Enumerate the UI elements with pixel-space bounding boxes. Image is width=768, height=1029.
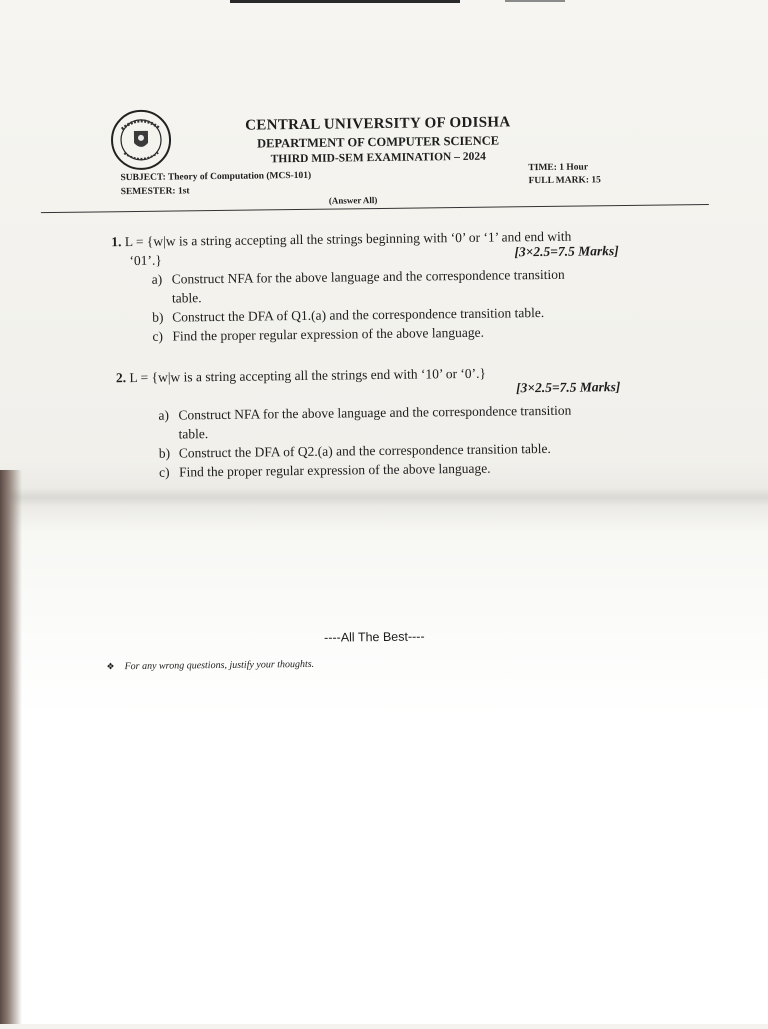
university-name: CENTRAL UNIVERSITY OF ODISHA — [245, 114, 511, 134]
question-1-continued: ‘01’.} — [129, 252, 162, 269]
full-mark-line: FULL MARK: 15 — [528, 175, 601, 187]
question-2-part-a-continued: table. — [178, 426, 209, 442]
footer-note — [106, 659, 314, 673]
part-label: c) — [152, 328, 164, 344]
part-text: Construct NFA for the above language and the correspondence transition — [178, 402, 572, 423]
university-seal-icon — [110, 109, 173, 172]
time-line: TIME: 1 Hour — [528, 162, 589, 174]
part-label: b) — [152, 309, 164, 325]
footer-note-text: For any wrong questions, justify your thoughts. — [124, 658, 315, 673]
question-number: 1. — [111, 234, 122, 250]
question-1 — [111, 228, 571, 252]
question-2 — [116, 365, 486, 388]
part-text: Construct the DFA of Q1.(a) and the correspondence transition table. — [172, 304, 545, 325]
question-1-marks: [3×2.5=7.5 Marks] — [514, 243, 619, 260]
part-label: a) — [151, 271, 163, 287]
closing-line: ----All The Best---- — [324, 629, 425, 645]
diamond-bullet-icon: ❖ — [106, 661, 115, 672]
instruction: (Answer All) — [328, 195, 378, 206]
part-text: Construct NFA for the above language and the correspondence transition — [171, 266, 565, 287]
semester-line: SEMESTER: 1st — [120, 186, 190, 198]
header-divider — [41, 204, 709, 213]
question-2-part-c — [159, 460, 491, 482]
question-number: 2. — [115, 370, 127, 386]
question-1-part-a-continued: table. — [171, 290, 202, 306]
exam-title: THIRD MID-SEM EXAMINATION – 2024 — [270, 150, 486, 166]
part-label: a) — [158, 407, 169, 423]
question-text-line1: L = {w|w is a string accepting all the strings end with ‘10’ or ‘0’.} — [129, 365, 487, 386]
question-1-part-b — [152, 304, 544, 327]
question-2-part-a — [158, 402, 571, 425]
question-1-part-c — [152, 324, 484, 346]
part-label: c) — [158, 464, 170, 480]
question-text-line1: L = {w|w is a string accepting all the strings beginning with ‘0’ or ‘1’ and end with — [124, 228, 572, 250]
part-text: Construct the DFA of Q2.(a) and the correspondence transition table. — [178, 440, 551, 461]
part-label: b) — [158, 445, 171, 461]
part-text: Find the proper regular expression of the above language. — [178, 460, 491, 480]
department-name: DEPARTMENT OF COMPUTER SCIENCE — [256, 133, 500, 151]
question-1-part-a — [152, 266, 565, 289]
subject-line: SUBJECT: Theory of Computation (MCS-101) — [120, 170, 312, 184]
part-text: Find the proper regular expression of the above language. — [172, 324, 485, 344]
question-2-marks: [3×2.5=7.5 Marks] — [515, 379, 621, 396]
question-2-part-b — [159, 440, 551, 463]
